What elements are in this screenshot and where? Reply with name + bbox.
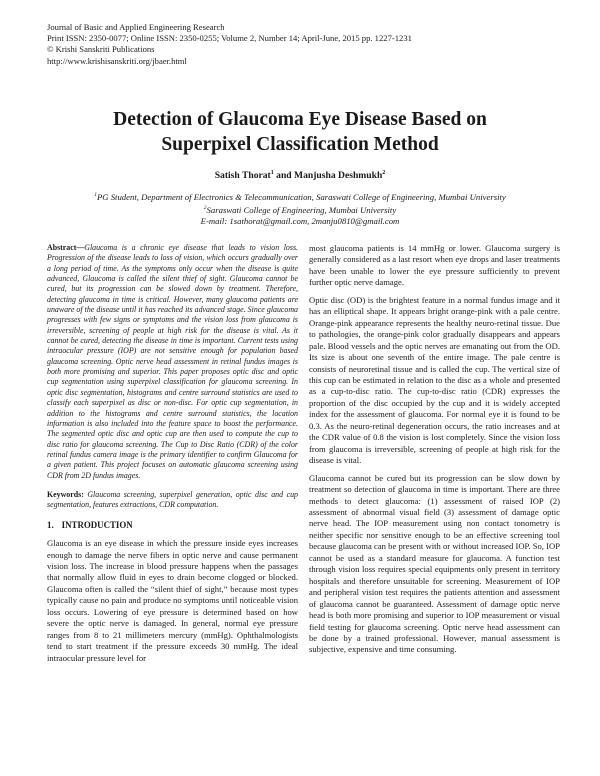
section-title: INTRODUCTION — [61, 519, 133, 530]
journal-url: http://www.krishisanskriti.org/jbaer.html — [47, 55, 187, 66]
affiliation-1 — [40, 190, 560, 203]
author-line — [40, 170, 560, 181]
section-heading-introduction — [47, 520, 298, 531]
paper-title — [40, 107, 560, 157]
keywords-text: Glaucoma screening, superpixel generation, optic disc and cup segmentation, features extractions, CDR computation. — [47, 489, 298, 510]
publisher-line: © Krishi Sanskriti Publications — [47, 44, 155, 55]
right-paragraph-1: most glaucoma patients is 14 mmHg or lower. Glaucoma surgery is generally considered as a last resort when eye drops and laser treatments have been unable to lower the eye pressure sufficiently to prevent further optic nerve damage. — [309, 243, 560, 288]
author-2-mark: 2 — [382, 170, 386, 176]
title-line-2: Superpixel Classification Method — [161, 134, 439, 155]
abstract — [47, 243, 298, 481]
affiliation-1-mark: 1 — [94, 192, 97, 198]
email-line: E-mail: 1sathorat@gmail.com, 2manju0810@gmail.com — [200, 215, 400, 226]
affiliations — [40, 190, 560, 227]
author-1-mark: 1 — [270, 170, 274, 176]
journal-header — [47, 22, 567, 67]
affiliation-2-mark: 2 — [203, 204, 207, 211]
intro-paragraph-1: Glaucoma is an eye disease in which the pressure inside eyes increases enough to damage the nerve fibers in optic nerve and cause permanent vision loss. The increase in blood pressure happens when the passages that normally allow fluid in eyes to drain become clogged or blocked. Glaucoma often is called the “silent thief of sight,” because most types typically cause no pain and produce no symptoms until noticeable vision loss occurs. Lowering of eye pressure is determined based on how severe the optic nerve is damaged. In general, normal eye pressure ranges from 8 to 21 millimeters mercury (mmHg). Ophthalmologists tend to start treatment if the pressure exceeds 30 mmHg. The ideal intraocular pressure level for — [47, 538, 298, 663]
abstract-label: Abstract— — [47, 243, 85, 252]
author-2: Manjusha Deshmukh — [294, 170, 383, 182]
author-1: Satish Thorat — [214, 170, 271, 182]
affiliation-2-text: Saraswati College of Engineering, Mumbai University — [206, 204, 397, 215]
journal-name: Journal of Basic and Applied Engineering Research — [47, 22, 225, 32]
title-line-1: Detection of Glaucoma Eye Disease Based on — [113, 109, 487, 130]
issn-line: Print ISSN: 2350-0077; Online ISSN: 2350-0255; Volume 2, Number 14; April-June, 2015 pp. 1227-1231 — [47, 33, 412, 44]
keywords-label: Keywords: — [47, 489, 84, 499]
keywords — [47, 490, 298, 511]
affiliation-2 — [40, 203, 560, 216]
right-paragraph-3: Glaucoma cannot be cured but its progression can be slow down by treatment so detection of glaucoma in time is important. There are three methods to detect glaucoma: (1) assessment of raised IOP (2) assessment of abnormal visual field (3) assessment of damage optic nerve head. The IOP measurement using non contact tonometry is neither specific nor sensitive enough to be an effective screening tool because glaucoma can be present with or without increased IOP. So, IOP cannot be used as a standard measure for glaucoma. A function test through vision loss requires special equipments only present in territory hospitals and therefore unsuitable for screening. Measurement of IOP and peripheral vision test requires the patients attention and assessment of glaucoma cannot be guaranteed. Assessment of damage optic nerve head is both more promising and superior to IOP measurement or visual field testing for glaucoma screening. Optic nerve head assessment can be done by a trained professional. However, manual assessment is subjective, expensive and time consuming. — [309, 472, 560, 655]
abstract-text: Glaucoma is a chronic eye disease that leads to vision loss. Progression of the disease leads to loss of vision, which occurs gradually over a long period of time. As the symptoms only occur when the disease is quite advanced, Glaucoma is called the silent thief of sight. Glaucoma cannot be cured, but its progression can be slowed down by treatment. Therefore, detecting glaucoma in time is critical. However, many glaucoma patients are unaware of the disease until it has reached its advanced stage. Since glaucoma progresses with few signs or symptoms and the vision loss from glaucoma is irreversible, screening of people at high risk for the disease is vital. As it cannot be cured, detecting the disease in time is important. Current tests using intraocular pressure (IOP) are not sensitive enough for population based glaucoma screening. Optic nerve head assessment in retinal fundus images is both more promising and superior. This paper proposes optic disc and optic cup segmentation using superpixel classification for glaucoma screening. In optic disc segmentation, histograms and centre surround statistics are used to classify each superpixel as disc or non-disc. For optic cup segmentation, in addition to the histograms and centre surround statistics, the location information is also included into the feature space to boost the performance. The segmented optic disc and optic cup are then used to compute the cup to disc ratio for glaucoma screening. The Cup to Disc Ratio (CDR) of the color retinal fundus camera image is the primary identifier to confirm Glaucoma for a given patient. This project focuses on automatic glaucoma screening using CDR from 2D fundus images. — [47, 243, 298, 480]
section-number: 1. — [47, 519, 54, 530]
right-column — [309, 243, 560, 662]
left-column — [47, 243, 298, 670]
affiliation-1-text: PG Student, Department of Electronics & Telecommunication, Saraswati College of Engineering, Mumbai University — [96, 191, 506, 202]
right-paragraph-2: Optic disc (OD) is the brightest feature in a normal fundus image and it has an elliptical shape. It appears bright orange-pink with a pale centre. Orange-pink appearance represents the healthy neuro-retinal tissue. Due to pathologies, the orange-pink color gradually disappears and appears pale. Blood vessels and the optic nerves are emanating out from the OD. Its size is about one seventh of the entire image. The pale centre is consists of neuroretinal tissue and is called the cup. The vertical size of this cup can be estimated in relation to the disc as a whole and presented as a cup-to-disc ratio. The cup-to-disc ratio (CDR) expresses the proportion of the disc occupied by the cup and it is widely accepted index for the assessment of glaucoma. For normal eye it is found to be 0.3. As the neuro-retinal degeneration occurs, the ratio increases and at the CDR value of 0.8 the vision is lost completely. Since the vision loss from glaucoma is irreversible, screening of people at high risk for the disease is vital. — [309, 294, 560, 466]
author-connector: and — [276, 170, 292, 182]
